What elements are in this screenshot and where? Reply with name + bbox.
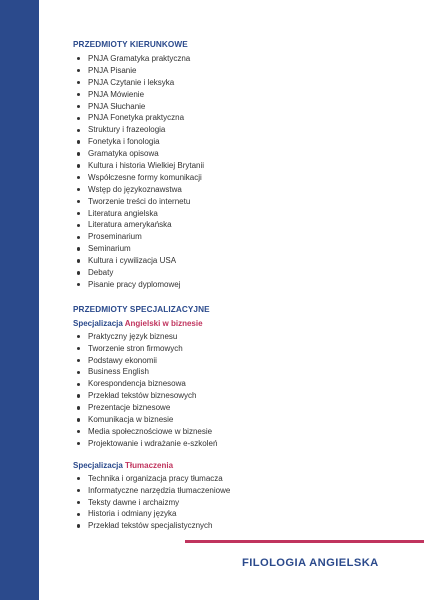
- curriculum-content: [73, 40, 403, 532]
- list-item: PNJA Gramatyka praktyczna: [73, 53, 403, 65]
- list-item: Tworzenie treści do internetu: [73, 196, 403, 208]
- list-item: Korespondencja biznesowa: [73, 378, 403, 390]
- section-title-kierunkowe: PRZEDMIOTY KIERUNKOWE: [73, 40, 188, 49]
- list-item: Fonetyka i fonologia: [73, 136, 403, 148]
- left-sidebar-bar: [0, 0, 39, 600]
- section-title-specjalizacyjne: PRZEDMIOTY SPECJALIZACYJNE: [73, 304, 210, 314]
- list-item: Komunikacja w biznesie: [73, 414, 403, 426]
- footer-accent-line: [185, 540, 424, 543]
- list-item: Prezentacje biznesowe: [73, 402, 403, 414]
- list-item: Przekład tekstów specjalistycznych: [73, 520, 403, 532]
- list-item: Wstęp do językoznawstwa: [73, 184, 403, 196]
- list-item: Seminarium: [73, 243, 403, 255]
- list-item: Kultura i cywilizacja USA: [73, 255, 403, 267]
- list-tlumaczenia: [73, 473, 403, 532]
- list-item: Technika i organizacja pracy tłumacza: [73, 473, 403, 485]
- spec-name-tlumaczenia: Tłumaczenia: [125, 460, 174, 470]
- list-item: Kultura i historia Wielkiej Brytanii: [73, 160, 403, 172]
- list-item: Gramatyka opisowa: [73, 148, 403, 160]
- spec-heading-biznes: [73, 318, 403, 329]
- list-item: PNJA Słuchanie: [73, 101, 403, 113]
- list-item: Media społecznościowe w biznesie: [73, 426, 403, 438]
- list-item: Struktury i frazeologia: [73, 124, 403, 136]
- spec-name-biznes: Angielski w biznesie: [124, 318, 203, 328]
- list-kierunkowe: [73, 53, 403, 291]
- list-item: PNJA Fonetyka praktyczna: [73, 112, 403, 124]
- list-item: Przekład tekstów biznesowych: [73, 390, 403, 402]
- list-item: Informatyczne narzędzia tłumaczeniowe: [73, 485, 403, 497]
- list-item: Tworzenie stron firmowych: [73, 343, 403, 355]
- spec-prefix: Specjalizacja: [73, 460, 123, 470]
- list-item: Literatura angielska: [73, 208, 403, 220]
- list-item: Historia i odmiany języka: [73, 508, 403, 520]
- list-item: Praktyczny język biznesu: [73, 331, 403, 343]
- list-item: Pisanie pracy dyplomowej: [73, 279, 403, 291]
- list-item: Proseminarium: [73, 231, 403, 243]
- list-item: Literatura amerykańska: [73, 219, 403, 231]
- list-item: Business English: [73, 366, 403, 378]
- list-item: PNJA Mówienie: [73, 89, 403, 101]
- spec-heading-tlumaczenia: [73, 460, 403, 471]
- list-item: Współczesne formy komunikacji: [73, 172, 403, 184]
- list-item: PNJA Pisanie: [73, 65, 403, 77]
- list-item: PNJA Czytanie i leksyka: [73, 77, 403, 89]
- spec-prefix: Specjalizacja: [73, 318, 123, 328]
- footer-title: FILOLOGIA ANGIELSKA: [242, 557, 379, 569]
- list-item: Projektowanie i wdrażanie e-szkoleń: [73, 438, 403, 450]
- list-item: Podstawy ekonomii: [73, 355, 403, 367]
- list-item: Debaty: [73, 267, 403, 279]
- list-item: Teksty dawne i archaizmy: [73, 497, 403, 509]
- list-biznes: [73, 331, 403, 450]
